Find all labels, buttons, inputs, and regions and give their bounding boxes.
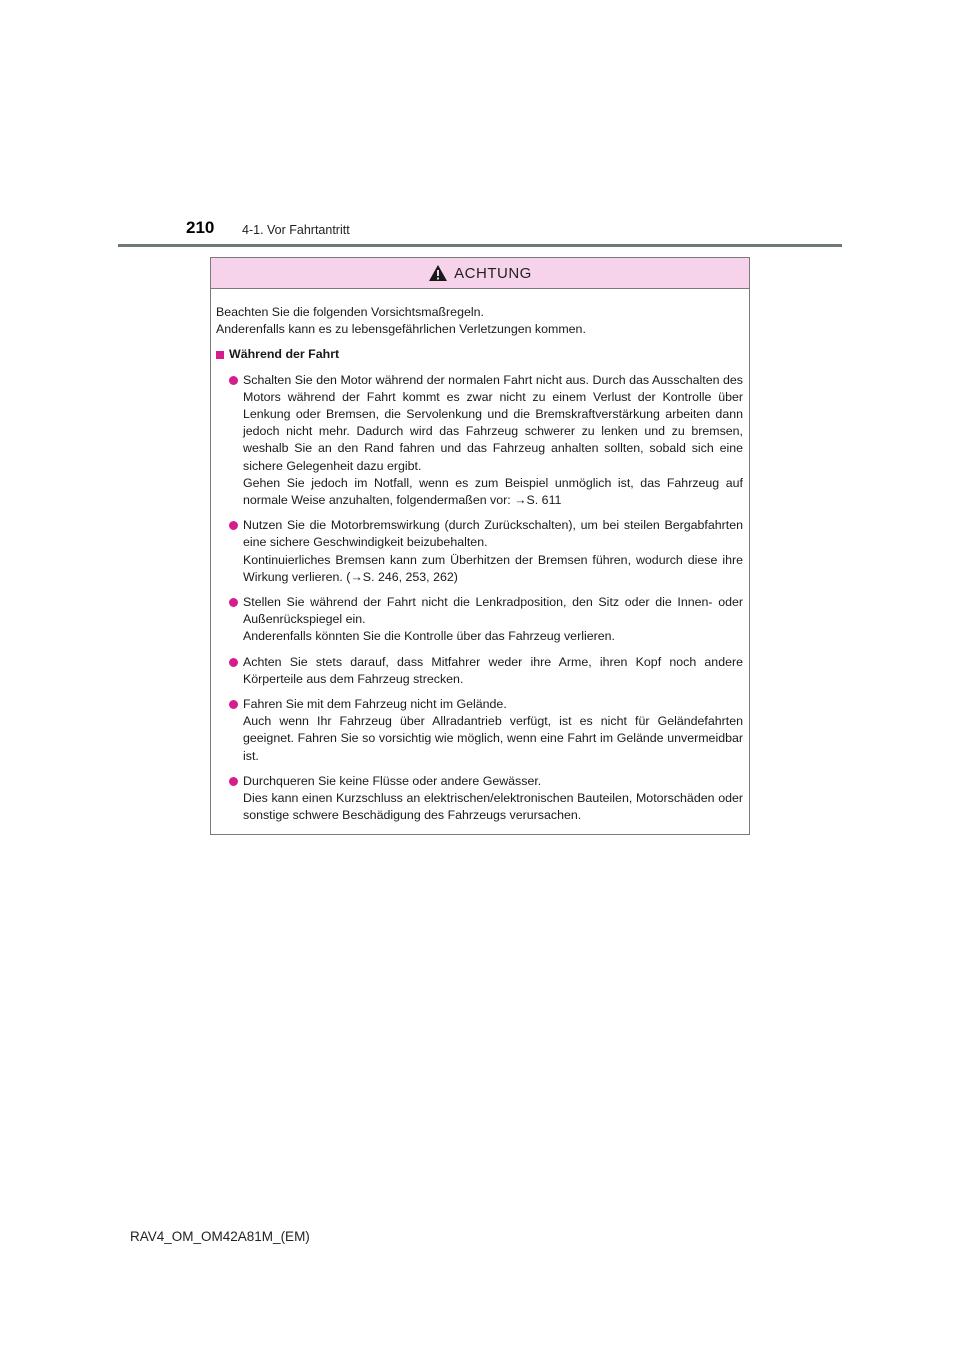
- circle-bullet-icon: [229, 700, 238, 709]
- document-code: RAV4_OM_OM42A81M_(EM): [130, 1229, 310, 1244]
- bullet-paragraph: Dies kann einen Kurzschluss an elektrischen/elektronischen Bauteilen, Motorschäden oder sonstige schwere Beschädigung des Fahrzeugs verursachen.: [243, 791, 743, 823]
- warning-box: [210, 257, 750, 835]
- circle-bullet-icon: [229, 777, 238, 786]
- bullet-item: [216, 594, 743, 646]
- circle-bullet-icon: [229, 658, 238, 667]
- bullet-paragraph: Durchqueren Sie keine Flüsse oder andere Gewässer.: [243, 773, 542, 788]
- circle-bullet-icon: [229, 521, 238, 530]
- bullet-item: [216, 654, 743, 688]
- circle-bullet-icon: [229, 598, 238, 607]
- warning-triangle-icon: [428, 264, 448, 282]
- header-divider: [118, 244, 842, 247]
- bullet-paragraph: Fahren Sie mit dem Fahrzeug nicht im Gelände.: [243, 697, 507, 712]
- bullet-paragraph: Schalten Sie den Motor während der normalen Fahrt nicht aus. Durch das Ausschalten des Motors während der Fahrt kommt es zwar nicht zu einem Verlust der Kontrolle über Lenkung oder Bremsen, die Servolenkung und die Bremskraftverstärkung arbeiten dann jedoch nicht mehr. Dadurch wird das Fahrzeug schwerer zu lenken und zu bremsen, weshalb Sie an den Rand fahren und das Fahrzeug anhalten sollten, sobald sich eine sichere Gelegenheit dazu ergibt.: [243, 372, 743, 473]
- bullet-paragraph: Kontinuierliches Bremsen kann zum Überhitzen der Bremsen führen, wodurch diese ihre Wirkung verlieren. (→S. 246, 253, 262): [243, 552, 743, 584]
- bullet-paragraph: Auch wenn Ihr Fahrzeug über Allradantrieb verfügt, ist es nicht für Geländefahrten geeignet. Fahren Sie so vorsichtig wie möglich, wenn eine Fahrt im Gelände unvermeidbar ist.: [243, 714, 743, 763]
- bullet-paragraph: Stellen Sie während der Fahrt nicht die Lenkradposition, den Sitz oder die Innen- oder Außenrückspiegel ein.: [243, 595, 743, 627]
- bullet-paragraph: Anderenfalls könnten Sie die Kontrolle über das Fahrzeug verlieren.: [243, 629, 615, 644]
- bullet-item: [216, 696, 743, 765]
- section-title: 4-1. Vor Fahrtantritt: [242, 223, 350, 237]
- warning-header: [211, 258, 749, 289]
- bullet-paragraph: Gehen Sie jedoch im Notfall, wenn es zum Beispiel unmöglich ist, das Fahrzeug auf normale Weise anzuhalten, folgendermaßen vor: →S. 611: [243, 475, 743, 508]
- bullet-paragraph: Nutzen Sie die Motorbremswirkung (durch Zurückschalten), um bei steilen Bergabfahrten eine sichere Geschwindigkeit beizubehalten.: [243, 518, 743, 550]
- bullet-item: [216, 773, 743, 825]
- warning-body: [211, 289, 749, 824]
- page-number: 210: [186, 218, 215, 237]
- intro-line: Anderenfalls kann es zu lebensgefährlichen Verletzungen kommen.: [216, 322, 586, 337]
- circle-bullet-icon: [229, 376, 238, 385]
- subheading-text: Während der Fahrt: [229, 347, 340, 362]
- warning-title: ACHTUNG: [454, 264, 532, 282]
- bullet-item: [216, 372, 743, 510]
- bullet-paragraph: Achten Sie stets darauf, dass Mitfahrer weder ihre Arme, ihren Kopf noch andere Körperteile aus dem Fahrzeug strecken.: [243, 654, 743, 686]
- subheading: [216, 346, 743, 363]
- square-bullet-icon: [216, 351, 224, 359]
- intro-line: Beachten Sie die folgenden Vorsichtsmaßregeln.: [216, 305, 484, 319]
- bullet-item: [216, 517, 743, 586]
